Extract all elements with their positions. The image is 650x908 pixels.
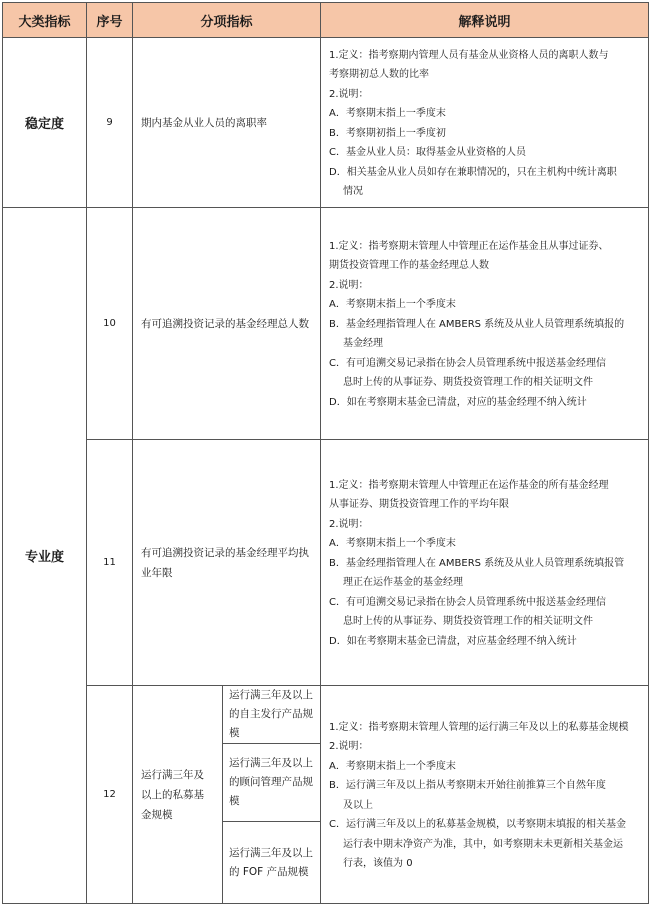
category-cell: 专业度 xyxy=(3,208,87,904)
explanation-line: 期货投资管理工作的基金经理总人数 xyxy=(329,260,490,272)
explanation-cell xyxy=(321,440,649,686)
explanation-cell xyxy=(321,686,649,904)
explanation-line: 行表，该值为 0 xyxy=(343,858,413,869)
explanation-line: 息时上传的从事证券、期货投资管理工作的相关证明文件 xyxy=(343,377,594,389)
explanation-line: 1.定义：指考察期末管理人管理的运行满三年及以上的私募基金规模 xyxy=(329,721,629,733)
header-row xyxy=(3,3,649,38)
explanation-line: 及以上 xyxy=(343,799,374,811)
explanation-line: B．基金经理指管理人在 AMBERS 系统及从业人员管理系统填报管 xyxy=(329,557,625,569)
table-row xyxy=(3,440,649,686)
header-category: 大类指标 xyxy=(3,3,87,38)
explanation-line: 息时上传的从事证券、期货投资管理工作的相关证明文件 xyxy=(343,616,594,628)
explanation-cell xyxy=(321,208,649,440)
explanation-line: D．如在考察期末基金已清盘，对应的基金经理不纳入统计 xyxy=(329,396,587,408)
explanation-line: C．有可追溯交易记录指在协会人员管理系统中报送基金经理信 xyxy=(329,357,606,369)
explanation-line: 2.说明： xyxy=(329,518,369,530)
explanation-line: 1.定义：指考察期内管理人员有基金从业资格人员的离职人数与 xyxy=(329,49,609,61)
category-cell: 稳定度 xyxy=(3,38,87,208)
subsub-item-cell: 运行满三年及以上的顾问管理产品规模 xyxy=(223,744,321,822)
explanation-line: A．考察期末指上一季度末 xyxy=(329,108,446,119)
subsub-item-cell: 运行满三年及以上的 FOF 产品规模 xyxy=(223,822,321,904)
explanation-line: 理正在运作基金的基金经理 xyxy=(343,577,464,589)
explanation-line: C．有可追溯交易记录指在协会人员管理系统中报送基金经理信 xyxy=(329,596,606,608)
seq-cell: 11 xyxy=(87,440,133,686)
explanation-line: B．基金经理指管理人在 AMBERS 系统及从业人员管理系统填报的 xyxy=(329,318,625,330)
header-seq: 序号 xyxy=(87,3,133,38)
table-row xyxy=(3,38,649,208)
subsub-item-cell: 运行满三年及以上的自主发行产品规模 xyxy=(223,686,321,744)
explanation-line: 1.定义：指考察期末管理人中管理正在运作基金的所有基金经理 xyxy=(329,479,609,491)
explanation-line: 运行表中期末净资产为准，其中，如考察期末未更新相关基金运 xyxy=(343,838,624,850)
header-subitem: 分项指标 xyxy=(133,3,321,38)
explanation-line: A．考察期末指上一个季度末 xyxy=(329,538,456,550)
seq-cell: 12 xyxy=(87,686,133,904)
explanation-line: 情况 xyxy=(343,186,364,197)
explanation-line: 基金经理 xyxy=(343,338,384,350)
subitem-cell: 运行满三年及以上的私募基金规模 xyxy=(133,686,223,904)
explanation-line: B．运行满三年及以上指从考察期末开始往前推算三个自然年度 xyxy=(329,780,606,791)
table-row xyxy=(3,686,649,744)
subitem-cell: 有可追溯投资记录的基金经理平均执业年限 xyxy=(133,440,321,686)
explanation-line: C．运行满三年及以上的私募基金规模，以考察期末填报的相关基金 xyxy=(329,819,626,830)
explanation-line: 2.说明： xyxy=(329,741,369,752)
explanation-line: A．考察期末指上一个季度末 xyxy=(329,760,456,772)
subitem-cell: 期内基金从业人员的离职率 xyxy=(133,38,321,208)
explanation-cell xyxy=(321,38,649,208)
explanation-line: 2.说明： xyxy=(329,279,369,291)
header-explanation: 解释说明 xyxy=(321,3,649,38)
explanation-line: 2.说明： xyxy=(329,88,369,100)
explanation-line: D．如在考察期末基金已清盘，对应基金经理不纳入统计 xyxy=(329,635,577,647)
explanation-line: D．相关基金从业人员如存在兼职情况的，只在主机构中统计离职 xyxy=(329,166,617,178)
explanation-line: 1.定义：指考察期末管理人中管理正在运作基金且从事过证券、 xyxy=(329,240,609,252)
explanation-line: A．考察期末指上一个季度末 xyxy=(329,299,456,311)
explanation-line: B．考察期初指上一季度初 xyxy=(329,127,446,139)
seq-cell: 9 xyxy=(87,38,133,208)
explanation-line: C．基金从业人员：取得基金从业资格的人员 xyxy=(329,147,526,158)
indicator-table xyxy=(2,2,649,904)
table-row xyxy=(3,208,649,440)
seq-cell: 10 xyxy=(87,208,133,440)
explanation-line: 从事证券、期货投资管理工作的平均年限 xyxy=(329,499,510,511)
document-page xyxy=(0,2,650,908)
subitem-cell: 有可追溯投资记录的基金经理总人数 xyxy=(133,208,321,440)
explanation-line: 考察期初总人数的比率 xyxy=(329,69,430,80)
